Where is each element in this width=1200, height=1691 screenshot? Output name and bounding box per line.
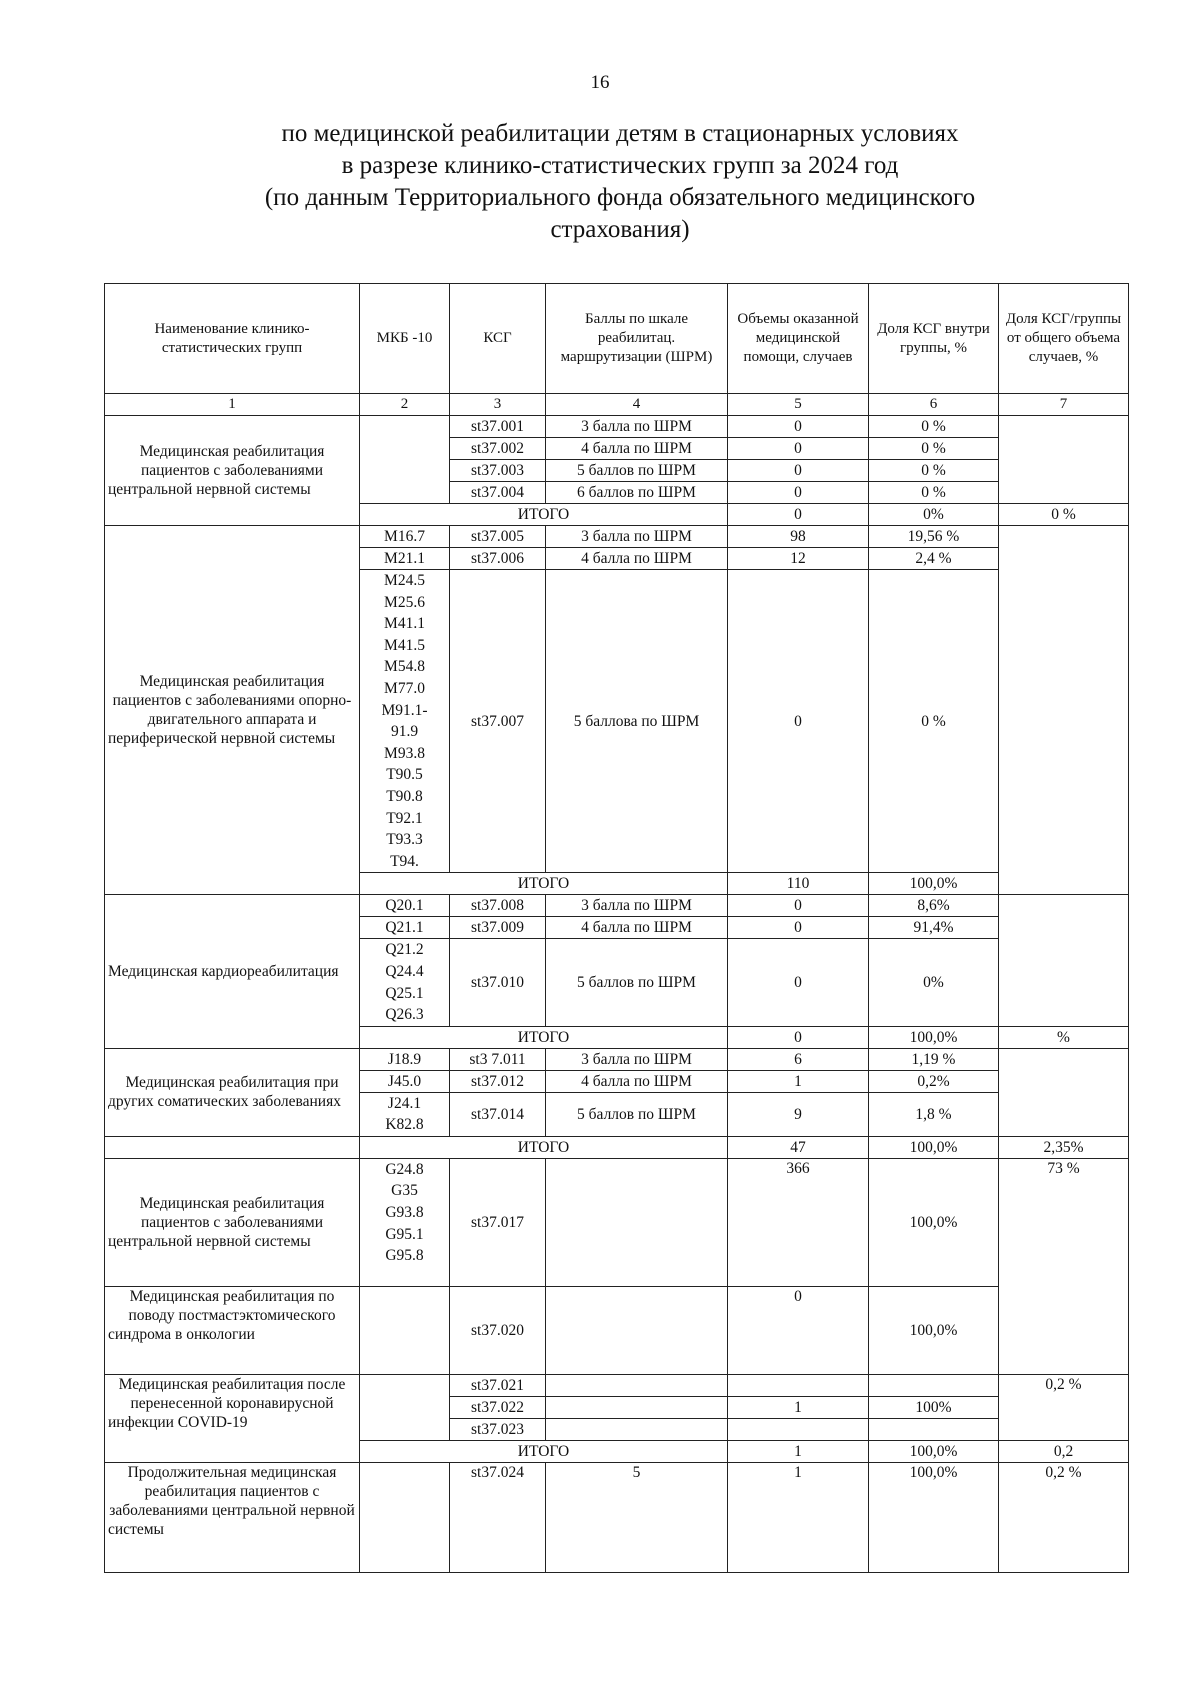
volume-cell <box>728 1374 869 1396</box>
mkb-code: G95.8 <box>385 1247 424 1265</box>
mkb-cell: J18.9 <box>360 1048 450 1070</box>
shrm-cell: 3 балла по ШРМ <box>546 526 728 548</box>
share-cell: 2,4 % <box>869 548 999 570</box>
total-share: 100,0% <box>869 1136 999 1158</box>
total-label: ИТОГО <box>360 504 728 526</box>
share-cell <box>869 1374 999 1396</box>
volume-cell: 0 <box>728 939 869 1026</box>
mkb-code: M91.1- <box>381 701 428 719</box>
volume-cell <box>728 1418 869 1440</box>
mkb-code: M93.8 <box>384 744 425 762</box>
mkb-code: T93.3 <box>386 831 423 849</box>
mkb-code: M24.5 <box>384 572 425 589</box>
total-share: 100,0% <box>869 1440 999 1462</box>
total-share-cell <box>999 1048 1129 1136</box>
ksg-cell: st37.005 <box>450 526 546 548</box>
volume-cell: 12 <box>728 548 869 570</box>
mkb-code: G95.1 <box>385 1225 424 1243</box>
empty-cell <box>105 1136 360 1158</box>
table-row <box>105 1462 1129 1572</box>
shrm-cell: 3 балла по ШРМ <box>546 895 728 917</box>
total-volume: 47 <box>728 1136 869 1158</box>
shrm-cell: 5 баллов по ШРМ <box>546 460 728 482</box>
total-label: ИТОГО <box>360 1440 728 1462</box>
mkb-cell <box>360 570 450 873</box>
group-name: Продолжительная медицинская реабилитация пациентов с заболеваниями центральной нервной системы <box>105 1462 360 1572</box>
mkb-cell: M21.1 <box>360 548 450 570</box>
total-label: ИТОГО <box>360 1026 728 1048</box>
title-line: по медицинской реабилитации детям в стационарных условиях <box>281 120 959 147</box>
mkb-code: G93.8 <box>385 1204 424 1222</box>
mkb-code: K82.8 <box>385 1116 424 1134</box>
mkb-cell: M16.7 <box>360 526 450 548</box>
total-share-cell <box>999 526 1129 895</box>
shrm-cell: 3 балла по ШРМ <box>546 1048 728 1070</box>
mkb-cell <box>360 1158 450 1286</box>
table-row <box>105 1048 1129 1070</box>
group-name: Медицинская реабилитация пациентов с заболеваниями опорно-двигательного аппарата и периферической нервной системы <box>105 526 360 895</box>
mkb-code: M54.8 <box>384 658 425 676</box>
total-overall-share: 0 % <box>999 504 1129 526</box>
total-overall-share: % <box>999 1026 1129 1048</box>
ksg-cell: st37.004 <box>450 482 546 504</box>
ksg-cell: st37.007 <box>450 570 546 873</box>
share-cell: 100,0% <box>869 1158 999 1286</box>
ksg-cell: st37.014 <box>450 1092 546 1136</box>
table-row <box>105 895 1129 917</box>
total-row <box>105 1136 1129 1158</box>
mkb-code: G35 <box>391 1182 418 1200</box>
column-number: 2 <box>360 394 450 416</box>
mkb-cell <box>360 1374 450 1440</box>
header-cell: КСГ <box>450 284 546 394</box>
shrm-cell: 3 балла по ШРМ <box>546 416 728 438</box>
group-name: Медицинская кардиореабилитация <box>105 895 360 1048</box>
column-number-row <box>105 394 1129 416</box>
table-row <box>105 526 1129 548</box>
shrm-cell <box>546 1286 728 1374</box>
group-name: Медицинская реабилитация по поводу постмастэктомического синдрома в онкологии <box>105 1286 360 1374</box>
mkb-code: M41.1 <box>384 615 425 633</box>
group-name: Медицинская реабилитация после перенесенной коронавирусной инфекции COVID-19 <box>105 1374 360 1462</box>
share-cell: 0 % <box>869 460 999 482</box>
ksg-cell: st37.023 <box>450 1418 546 1440</box>
mkb-cell <box>360 416 450 504</box>
mkb-cell <box>360 1462 450 1572</box>
ksg-cell: st37.022 <box>450 1396 546 1418</box>
total-label: ИТОГО <box>360 1136 728 1158</box>
shrm-cell <box>546 1374 728 1396</box>
total-share-cell: 73 % <box>999 1158 1129 1374</box>
shrm-cell: 5 баллов по ШРМ <box>546 939 728 1026</box>
header-cell: Объемы оказанной медицинской помощи, случаев <box>728 284 869 394</box>
volume-cell: 0 <box>728 895 869 917</box>
share-cell <box>869 1418 999 1440</box>
volume-cell: 1 <box>728 1396 869 1418</box>
share-cell: 100,0% <box>869 1286 999 1374</box>
column-number: 1 <box>105 394 360 416</box>
ksg-cell: st37.002 <box>450 438 546 460</box>
ksg-cell: st37.010 <box>450 939 546 1026</box>
ksg-cell: st37.003 <box>450 460 546 482</box>
volume-cell: 0 <box>728 438 869 460</box>
title-line: страхования) <box>550 216 690 243</box>
total-volume: 1 <box>728 1440 869 1462</box>
ksg-cell: st3 7.011 <box>450 1048 546 1070</box>
total-share-cell: 0,2 % <box>999 1462 1129 1572</box>
mkb-code: T90.5 <box>386 766 423 784</box>
mkb-code: M25.6 <box>384 593 425 611</box>
volume-cell: 1 <box>728 1070 869 1092</box>
table-row <box>105 1286 1129 1374</box>
column-number: 6 <box>869 394 999 416</box>
group-name: Медицинская реабилитация пациентов с заболеваниями центральной нервной системы <box>105 416 360 526</box>
volume-cell: 0 <box>728 416 869 438</box>
shrm-cell: 5 баллова по ШРМ <box>546 570 728 873</box>
table-row <box>105 1374 1129 1396</box>
mkb-cell <box>360 939 450 1026</box>
share-cell: 100,0% <box>869 1462 999 1572</box>
mkb-code: Q24.4 <box>385 962 424 980</box>
total-share: 100,0% <box>869 873 999 895</box>
shrm-cell <box>546 1418 728 1440</box>
volume-cell: 0 <box>728 917 869 939</box>
shrm-cell: 4 балла по ШРМ <box>546 438 728 460</box>
total-overall-share: 0,2 <box>999 1440 1129 1462</box>
mkb-code: 91.9 <box>390 723 419 741</box>
volume-cell: 0 <box>728 460 869 482</box>
mkb-code: T94. <box>390 852 419 870</box>
share-cell: 1,8 % <box>869 1092 999 1136</box>
total-volume: 110 <box>728 873 869 895</box>
shrm-cell: 6 баллов по ШРМ <box>546 482 728 504</box>
group-name: Медицинская реабилитация при других соматических заболеваниях <box>105 1048 360 1136</box>
page-number: 16 <box>590 72 610 93</box>
ksg-cell: st37.017 <box>450 1158 546 1286</box>
volume-cell: 6 <box>728 1048 869 1070</box>
mkb-cell <box>360 1092 450 1136</box>
shrm-cell <box>546 1158 728 1286</box>
volume-cell: 366 <box>728 1158 869 1286</box>
group-name: Медицинская реабилитация пациентов с заболеваниями центральной нервной системы <box>105 1158 360 1286</box>
mkb-cell: Q20.1 <box>360 895 450 917</box>
ksg-cell: st37.006 <box>450 548 546 570</box>
volume-cell: 0 <box>728 570 869 873</box>
total-share: 0% <box>869 504 999 526</box>
column-number: 5 <box>728 394 869 416</box>
ksg-cell: st37.001 <box>450 416 546 438</box>
header-cell: Доля КСГ/группы от общего объема случаев, % <box>999 284 1129 394</box>
share-cell: 0 % <box>869 416 999 438</box>
header-cell: Баллы по шкале реабилитац. маршрутизации (ШРМ) <box>546 284 728 394</box>
total-share: 100,0% <box>869 1026 999 1048</box>
ksg-cell: st37.021 <box>450 1374 546 1396</box>
ksg-cell: st37.024 <box>450 1462 546 1572</box>
shrm-cell: 4 балла по ШРМ <box>546 1070 728 1092</box>
share-cell: 0 % <box>869 438 999 460</box>
volume-cell: 1 <box>728 1462 869 1572</box>
share-cell: 100% <box>869 1396 999 1418</box>
share-cell: 0,2% <box>869 1070 999 1092</box>
share-cell: 91,4% <box>869 917 999 939</box>
mkb-code: M77.0 <box>384 679 425 697</box>
volume-cell: 9 <box>728 1092 869 1136</box>
rehabilitation-table <box>104 283 1129 1573</box>
column-number: 3 <box>450 394 546 416</box>
total-share-cell <box>999 416 1129 504</box>
column-number: 4 <box>546 394 728 416</box>
header-cell: Наименование клинико-статистических групп <box>105 284 360 394</box>
shrm-cell: 5 <box>546 1462 728 1572</box>
mkb-code: M41.5 <box>384 636 425 654</box>
mkb-code: T92.1 <box>386 809 423 827</box>
total-share-cell <box>999 895 1129 1026</box>
table-header-row <box>105 284 1129 394</box>
ksg-cell: st37.020 <box>450 1286 546 1374</box>
share-cell: 0 % <box>869 482 999 504</box>
column-number: 7 <box>999 394 1129 416</box>
header-cell: МКБ -10 <box>360 284 450 394</box>
total-label: ИТОГО <box>360 873 728 895</box>
mkb-code: Q21.2 <box>385 941 424 959</box>
total-volume: 0 <box>728 504 869 526</box>
share-cell: 0 % <box>869 570 999 873</box>
header-cell: Доля КСГ внутри группы, % <box>869 284 999 394</box>
mkb-code: G24.8 <box>385 1160 424 1178</box>
title-line: в разрезе клинико-статистических групп за 2024 год <box>341 152 899 179</box>
document-title <box>180 118 1060 246</box>
total-overall-share: 2,35% <box>999 1136 1129 1158</box>
mkb-code: J24.1 <box>387 1094 422 1112</box>
volume-cell: 0 <box>728 482 869 504</box>
total-share-cell: 0,2 % <box>999 1374 1129 1440</box>
share-cell: 0% <box>869 939 999 1026</box>
table-row <box>105 1158 1129 1286</box>
mkb-code: Q25.1 <box>385 984 424 1002</box>
volume-cell: 98 <box>728 526 869 548</box>
mkb-cell: J45.0 <box>360 1070 450 1092</box>
volume-cell: 0 <box>728 1286 869 1374</box>
ksg-cell: st37.009 <box>450 917 546 939</box>
share-cell: 1,19 % <box>869 1048 999 1070</box>
shrm-cell: 5 баллов по ШРМ <box>546 1092 728 1136</box>
mkb-cell: Q21.1 <box>360 917 450 939</box>
mkb-cell <box>360 1286 450 1374</box>
title-line: (по данным Территориального фонда обязательного медицинского <box>264 184 976 211</box>
shrm-cell: 4 балла по ШРМ <box>546 548 728 570</box>
shrm-cell: 4 балла по ШРМ <box>546 917 728 939</box>
shrm-cell <box>546 1396 728 1418</box>
total-volume: 0 <box>728 1026 869 1048</box>
share-cell: 8,6% <box>869 895 999 917</box>
ksg-cell: st37.008 <box>450 895 546 917</box>
mkb-code: T90.8 <box>386 787 423 805</box>
mkb-code: Q26.3 <box>385 1006 424 1024</box>
share-cell: 19,56 % <box>869 526 999 548</box>
ksg-cell: st37.012 <box>450 1070 546 1092</box>
table-row <box>105 416 1129 438</box>
